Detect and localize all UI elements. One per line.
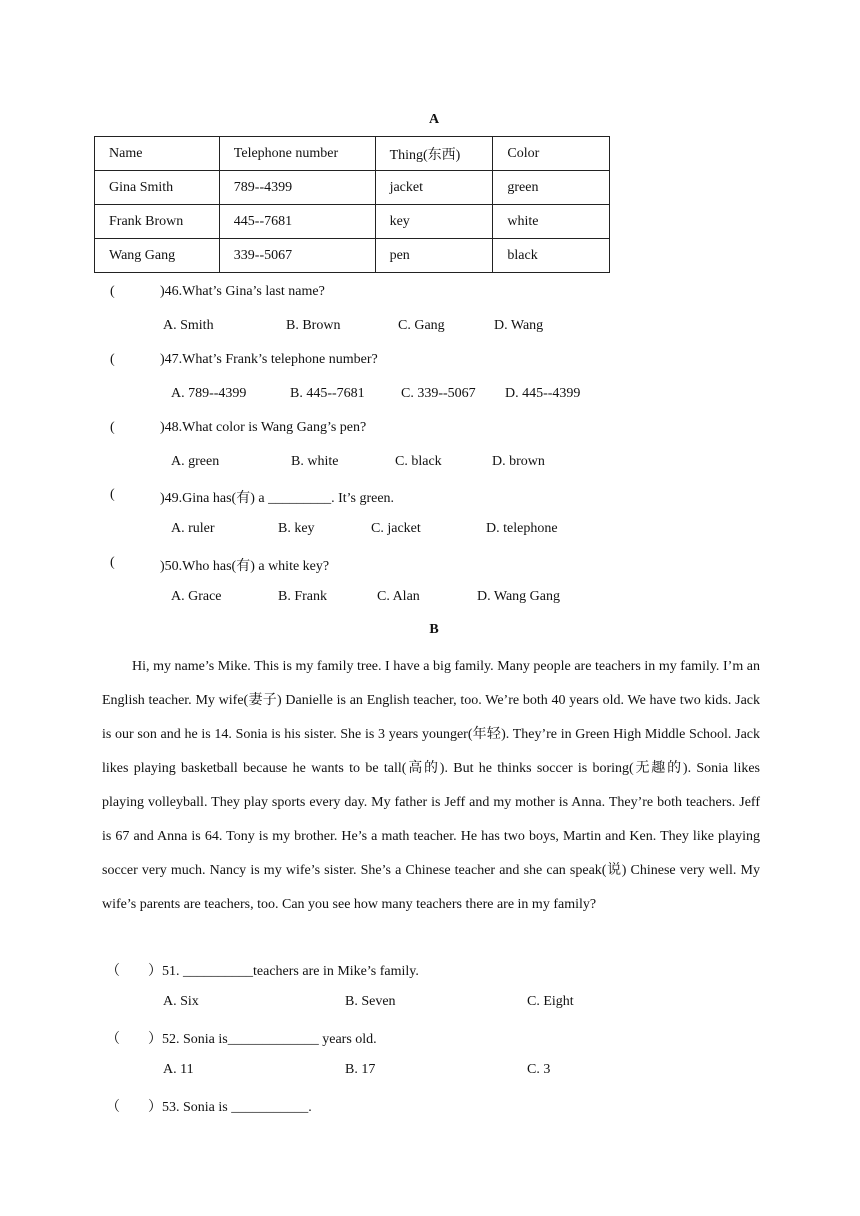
question-47-text: )47.What’s Frank’s telephone number? (160, 352, 378, 367)
option: B. 17 (345, 1062, 376, 1077)
table-cell: Gina Smith (95, 171, 220, 205)
option: C. Gang (398, 318, 445, 333)
reading-passage: Hi, my name’s Mike. This is my family tree. I have a big family. Many people are teachers in my family. I’m an English teacher. My wife(妻子) Danielle is an English teacher, too. We’re both 40 years old. We have two kids. Jack is our son and he is 14. Sonia is his sister. She is 3 years younger(年轻). They’re in Green High Middle School. Jack likes playing basketball because he wants to be tall(高的). But he thinks soccer is boring(无趣的). Sonia likes playing volleyball. They play sports every day. My father is Jeff and my mother is Anna. They’re both teachers. Jeff is 67 and Anna is 64. Tony is my brother. He’s a math teacher. He has two boys, Martin and Ken. They like playing soccer very much. Nancy is my wife’s sister. She’s a Chinese teacher and she can speak(说) Chinese very well. My wife’s parents are teachers, too. Can you see how many teachers there are in my family? (102, 659, 760, 912)
option: D. brown (492, 454, 545, 469)
table-cell: pen (375, 239, 493, 273)
option: A. Grace (171, 589, 222, 604)
option: D. telephone (486, 521, 558, 536)
option: B. key (278, 521, 315, 536)
option: C. 339--5067 (401, 386, 476, 401)
option: C. Alan (377, 589, 420, 604)
question-51-text: （ ）51. __________teachers are in Mike’s family. (106, 964, 419, 979)
option: A. Six (163, 994, 199, 1009)
option: C. jacket (371, 521, 421, 536)
table-header-cell: Telephone number (219, 137, 375, 171)
table-cell: 445--7681 (219, 205, 375, 239)
section-b-heading: B (429, 622, 439, 637)
option: B. 445--7681 (290, 386, 365, 401)
info-table (94, 136, 610, 273)
option: B. Brown (286, 318, 341, 333)
option: A. green (171, 454, 220, 469)
question-52-text: （ ）52. Sonia is_____________ years old. (106, 1032, 377, 1047)
option: D. Wang Gang (477, 589, 560, 604)
table-cell: 339--5067 (219, 239, 375, 273)
option: A. 11 (163, 1062, 194, 1077)
table-row (95, 205, 610, 239)
question-50-text: )50.Who has(有) a white key? (160, 559, 330, 574)
option: A. Smith (163, 318, 214, 333)
table-cell: green (493, 171, 610, 205)
question-paren: ( (110, 555, 115, 570)
question-46-text: )46.What’s Gina’s last name? (160, 284, 325, 299)
table-header-cell: Color (493, 137, 610, 171)
option: D. Wang (494, 318, 544, 333)
option: C. Eight (527, 994, 574, 1009)
option: B. Seven (345, 994, 396, 1009)
question-48-text: )48.What color is Wang Gang’s pen? (160, 420, 367, 435)
table-header-row (95, 137, 610, 171)
option: C. black (395, 454, 442, 469)
question-paren: ( (110, 352, 115, 367)
section-a-heading: A (428, 112, 440, 127)
question-paren: ( (110, 420, 115, 435)
question-paren: ( (110, 487, 115, 502)
table-cell: black (493, 239, 610, 273)
question-53-text: （ ）53. Sonia is ___________. (106, 1100, 312, 1115)
question-paren: ( (110, 284, 115, 299)
option: B. Frank (278, 589, 327, 604)
option: A. 789--4399 (171, 386, 247, 401)
option: A. ruler (171, 521, 215, 536)
table-cell: Wang Gang (95, 239, 220, 273)
table-cell: Frank Brown (95, 205, 220, 239)
question-49-text: )49.Gina has(有) a _________. It’s green. (160, 491, 395, 506)
table-header-cell: Thing(东西) (375, 137, 493, 171)
table-cell: jacket (375, 171, 493, 205)
table-header-cell: Name (95, 137, 220, 171)
option: B. white (291, 454, 339, 469)
table-cell: 789--4399 (219, 171, 375, 205)
table-cell: white (493, 205, 610, 239)
table-row (95, 171, 610, 205)
table-cell: key (375, 205, 493, 239)
option: D. 445--4399 (505, 386, 581, 401)
option: C. 3 (527, 1062, 551, 1077)
table-row (95, 239, 610, 273)
